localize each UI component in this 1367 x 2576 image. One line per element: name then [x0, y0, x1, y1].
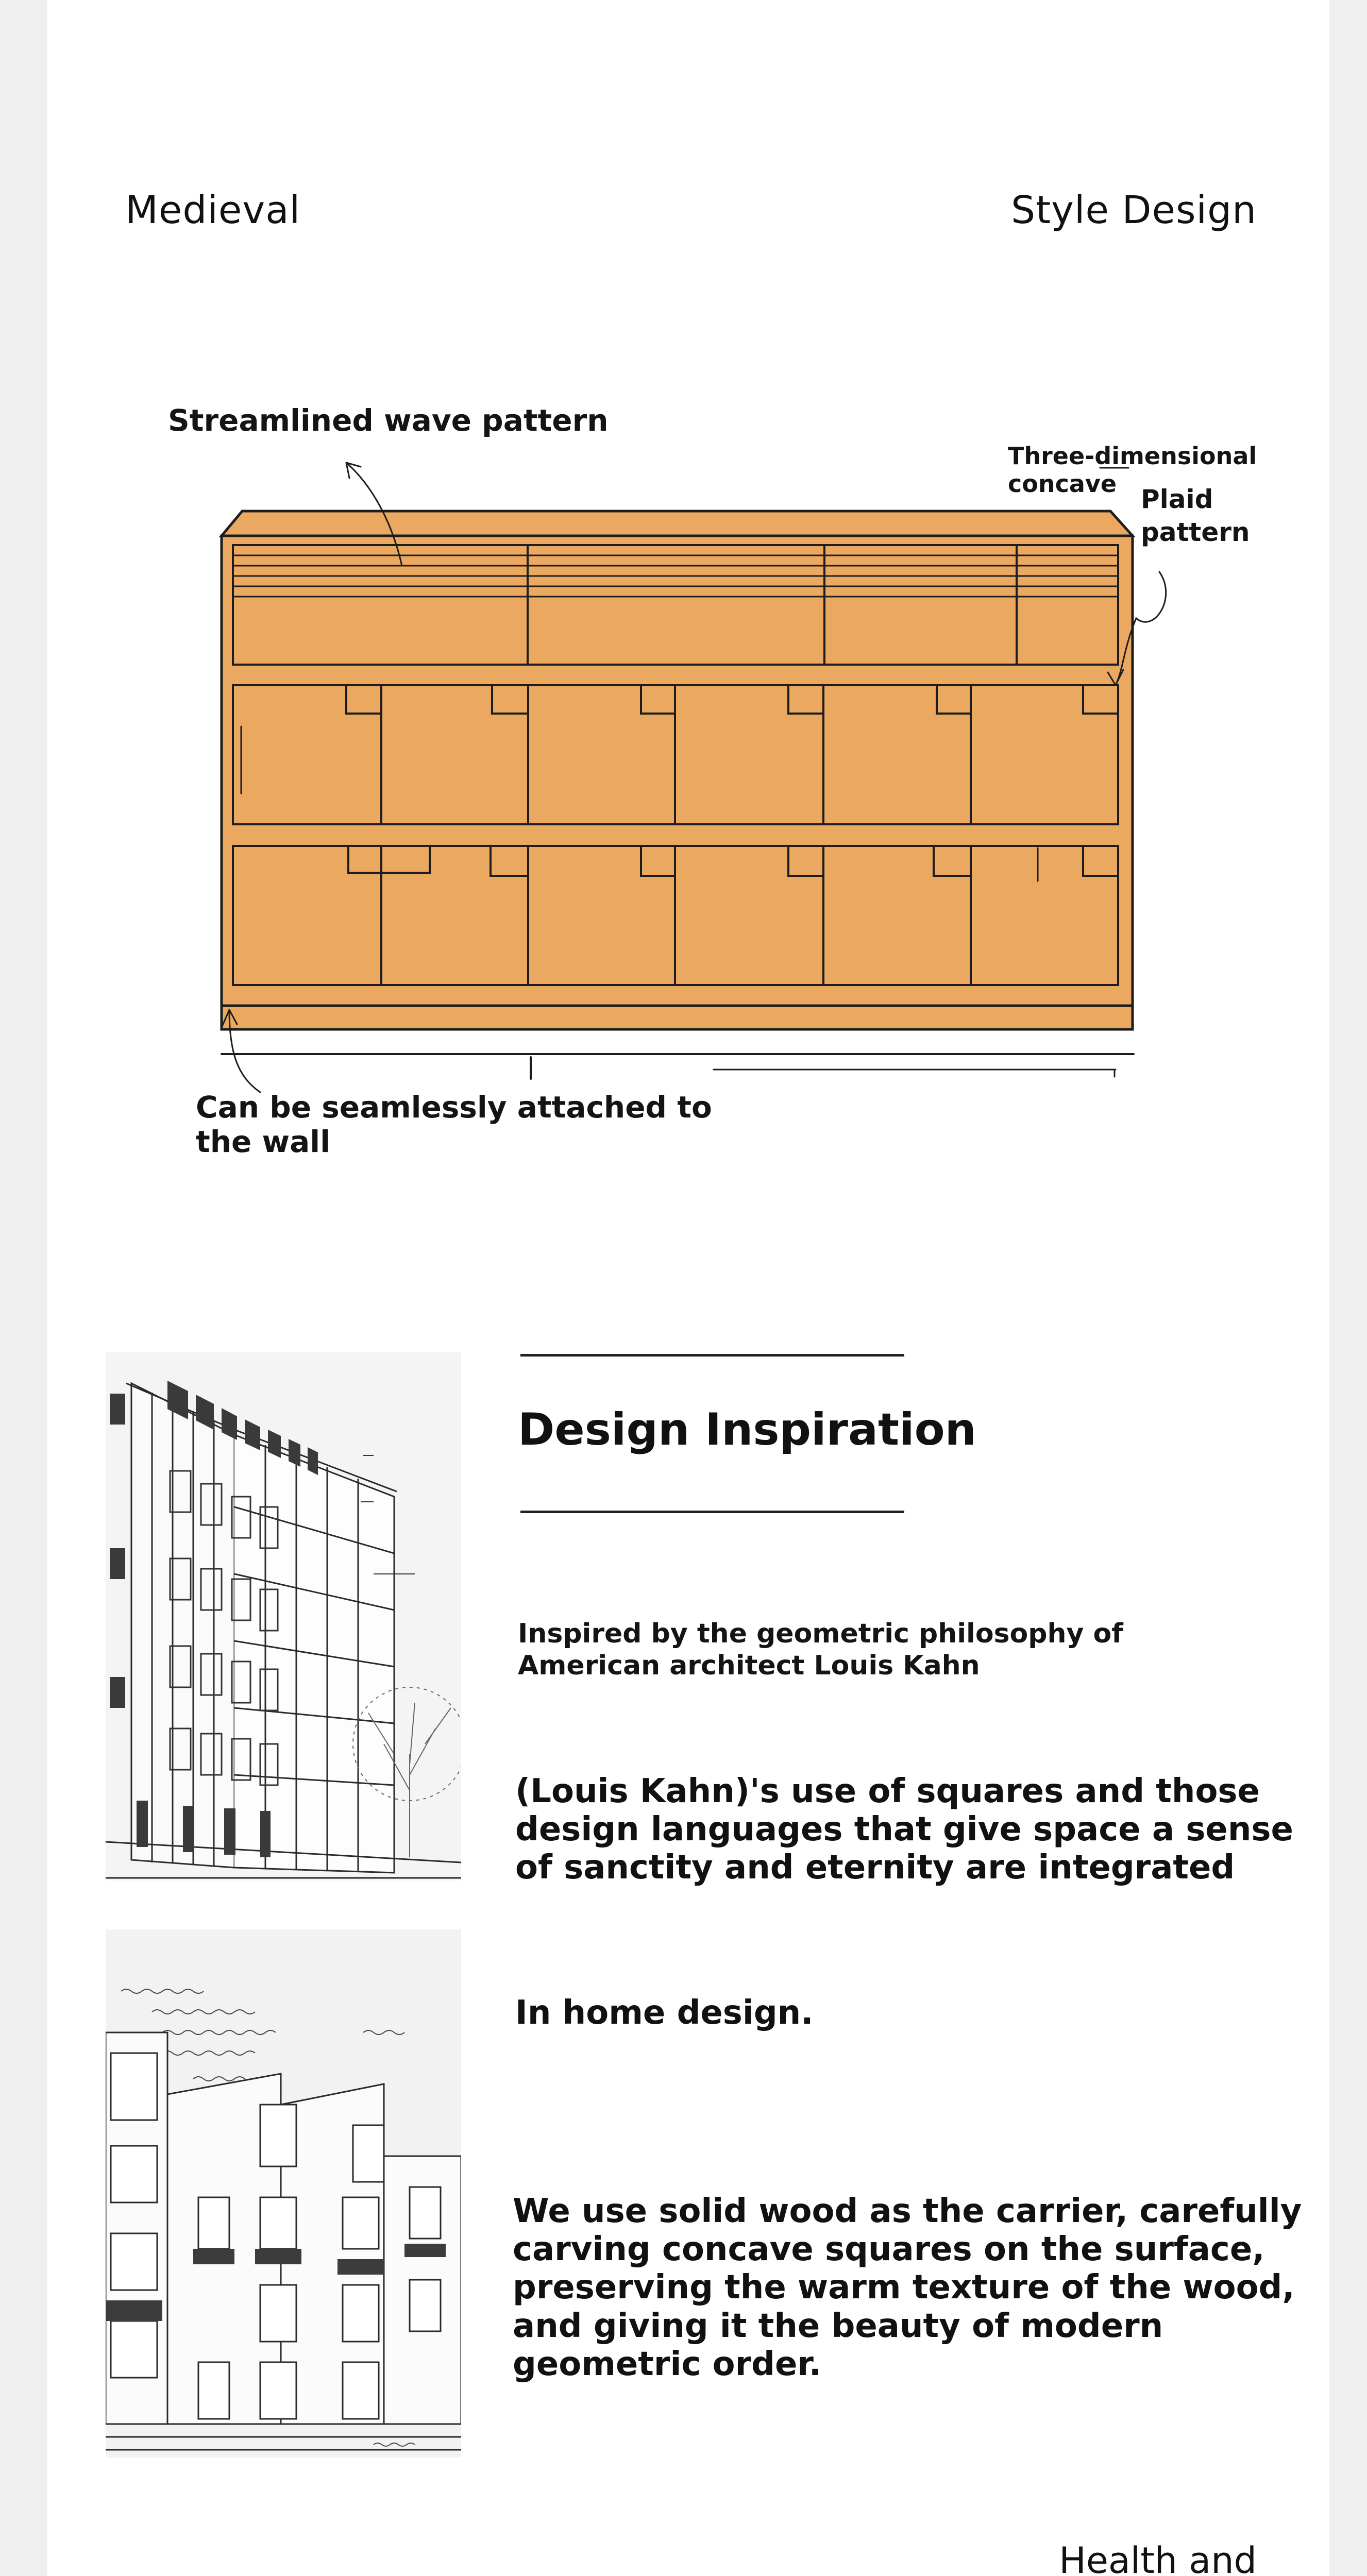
label-pattern: pattern [1141, 517, 1250, 547]
furniture-body [222, 536, 1133, 1006]
intro-line-2: American architect Louis Kahn [518, 1650, 980, 1682]
label-concave: Three-dimensional concave [1008, 442, 1257, 498]
divider-bottom [520, 1511, 904, 1513]
kahn-line-2: design languages that give space a sense [515, 1810, 1293, 1849]
wood-line-3: preserving the warm texture of the wood, [513, 2268, 1295, 2307]
footer-line-1: Health and [1059, 2539, 1257, 2576]
header-right-title: Style Design [1011, 188, 1257, 232]
kahn-line-1: (Louis Kahn)'s use of squares and those [515, 1772, 1260, 1810]
wood-line-5: geometric order. [513, 2345, 822, 2383]
intro-text [518, 1618, 1123, 1682]
wood-paragraph [513, 2192, 1302, 2383]
footer-text [799, 2539, 1257, 2576]
label-wave-pattern: Streamlined wave pattern [168, 403, 609, 438]
label-wall-line2: the wall [196, 1124, 331, 1159]
kahn-line-3: of sanctity and eternity are integrated [515, 1849, 1235, 1887]
furniture-plinth [222, 1006, 1133, 1029]
furniture-top-slab [222, 511, 1133, 536]
building-sketch-1 [106, 1352, 461, 1880]
wood-line-2: carving concave squares on the surface, [513, 2230, 1265, 2269]
intro-line-1: Inspired by the geometric philosophy of [518, 1618, 1123, 1649]
header-left-title: Medieval [125, 188, 301, 232]
wood-line-1: We use solid wood as the carrier, carefully [513, 2192, 1302, 2230]
building-sketch-2 [106, 1929, 461, 2458]
design-inspiration-title: Design Inspiration [518, 1404, 976, 1455]
wood-line-4: and giving it the beauty of modern [513, 2307, 1163, 2345]
label-wall-line1: Can be seamlessly attached to [196, 1090, 712, 1125]
home-design-text: In home design. [515, 1994, 814, 2032]
divider-top [520, 1354, 904, 1357]
furniture-diagram [0, 0, 1367, 1185]
label-plaid: Plaid [1141, 484, 1213, 514]
kahn-paragraph [515, 1772, 1293, 1887]
